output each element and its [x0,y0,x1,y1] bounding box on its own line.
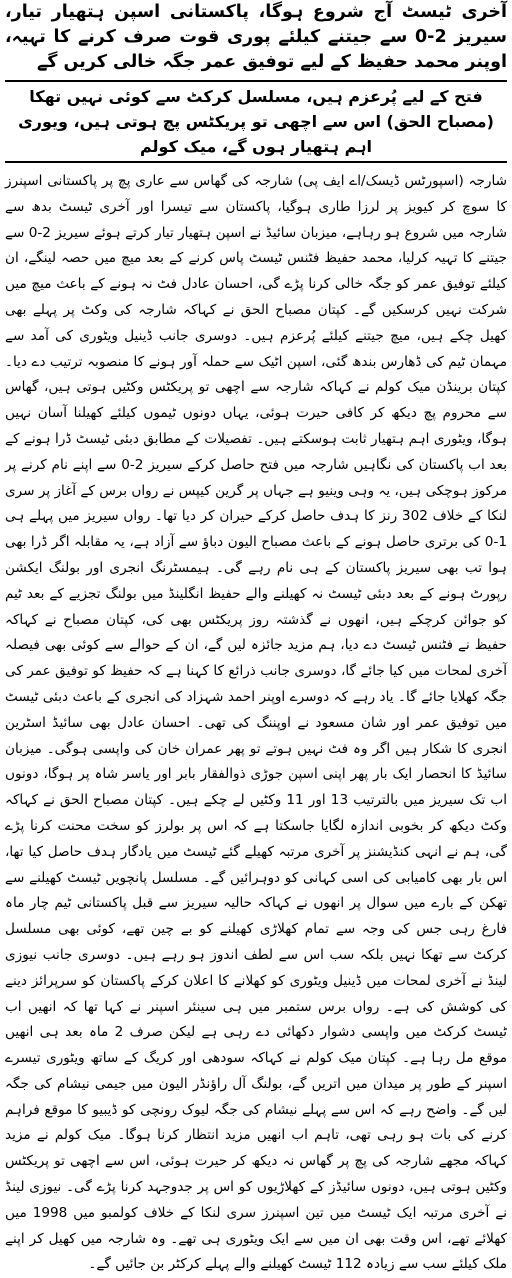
pull-quote-author: میک کولم [139,137,217,156]
article-headline: آخری ٹیسٹ آج شروع ہوگا، پاکستانی اسپن ہتھیار تیار، سیریز 2-0 سے جیتنے کیلئے پوری قوت صرف کرنے کا تہیہ، اوپنر محمد حفیظ کے لیے توفیق عمر جگہ خالی کریں گے [5,2,507,72]
pull-quote-text: فتح کے لیے پُرعزم ہیں، مسلسل کرکٹ سے کوئی نہیں تھکا (مصباح الحق) اس سے اچھی تو پریکٹس پچ ہوتی ہیں، ویوری اہم ہتھیار ہوں گے، [18,87,494,156]
body-paragraph-1: شارجہ (اسپورٹس ڈیسک/اے ایف پی) شارجہ کی گھاس سے عاری پچ پر پاکستانی اسپنرز کا سوچ کر کیویز پر لرزا طاری ہوگیا، پاکستان سے تیسرا اور آخری ٹیسٹ بدھ سے شارجہ میں شروع ہو رہاہے، میزبان سائیڈ نے اسپن ہتھیار تیار کرتے ہوئے سیریز 2-0 سے جیتنے کا تہیہ کرلیا، محمد حفیظ فٹنس ٹیسٹ پاس کرنے کے بعد میچ میں حصہ لینگے، ان کیلئے توفیق عمر کو جگہ خالی کرنا پڑے گی، احسان عادل فٹ نہ ہونے کے باعث میچ میں شرکت نہیں کرسکیں گے۔ کپتان مصباح الحق نے کہاکہ شارجہ کی وکٹ پر پہلے بھی کھیل چکے ہیں، میچ جیتنے کیلئے پُرعزم ہیں۔ دوسری جانب ڈینیل ویٹوری کی آمد سے مہمان ٹیم کی ڈھارس بندھ گئی، اسپن اٹیک سے حملہ آور ہونے کا منصوبہ ترتیب دے دیا۔ کپتان برینڈن میک کولم نے کہاکہ شارجہ سے اچھی تو پریکٹس وکٹیں ہوتی ہیں، گھاس سے محروم پچ دیکھ کر کافی حیرت ہوئی، یہاں دونوں ٹیموں کیلئے کھیلنا آسان نہیں ہوگا، ویٹوری اہم ہتھیار ثابت ہوسکتے ہیں۔ تفصیلات کے مطابق دبئی ٹیسٹ ڈرا ہونے کے بعد اب پاکستان کی نگاہیں شارجہ میں فتح حاصل کرکے سیریز 2-0 سے اپنے نام کرنے پر مرکوز ہوچکی ہیں، یہ وہی وینیو ہے جہاں پر گرین کیپس نے رواں برس کے آغاز پر سری لنکا کے خلاف 302 رنز کا ہدف حاصل کرکے حیران کر دیا تھا۔ رواں سیریز میں پہلے ہی 1-0 کی برتری حاصل ہونے کے باعث مصباح الیون دباؤ سے آزاد ہے، یہ مقابلہ اگر ڈرا بھی ہوا تب بھی سیریز پاکستان کے ہی نام رہے گی۔ [5,173,508,576]
body-paragraph-2: ہیمسٹرنگ انجری اور بولنگ ایکشن رپورٹ ہونے کے بعد دبئی ٹیسٹ نہ کھیلنے والے حفیظ انگلینڈ میں بولنگ تجزیے کے بعد ٹیم کو جوائن کرچکے ہیں، انھوں نے گذشتہ روز پریکٹس بھی کی، کپتان مصباح نے کہاکہ حفیظ نے فٹنس ٹیسٹ دے دیا، ہم مزید جائزہ لیں گے، ان کے حوالے سے کوئی بھی فیصلہ آخری لمحات میں کیا جائے گا، دوسری جانب ذرائع کا کہنا ہے کہ حفیظ کو توفیق عمر کی جگہ کھلایا جائے گا۔ یاد رہے کہ دوسرے اوپنر احمد شہزاد کی انجری کے باعث دبئی ٹیسٹ میں توفیق عمر اور شان مسعود نے اوپننگ کی تھی۔ احسان عادل بھی سائیڈ اسٹرین انجری کا شکار ہیں اگر وہ فٹ نہیں ہوتے تو پھر عمران خان کی واپسی ہوگی۔ میزبان سائیڈ کا انحصار ایک بار پھر اپنی اسپن جوڑی ذوالفقار بابر اور یاسر شاہ پر ہوگا، دونوں اب تک سیریز میں بالترتیب 13 اور 11 وکٹیں لے چکے ہیں۔ کپتان مصباح الحق نے کہاکہ وکٹ دیکھ کر بخوبی اندازہ لگایا جاسکتا ہے کہ اس پر بولرز کو سخت محنت کرنا پڑے گی، ہم نے انہی کنڈیشنز پر آخری مرتبہ کھیلے گئے ٹیسٹ میں یادگار ہدف حاصل کیا تھا، اس بار بھی کامیابی کی اسی کہانی کو دوہرائیں گے۔ مسلسل پانچویں ٹیسٹ کھیلنے سے تھکن کے بارے میں سوال پر انھوں نے کہاکہ حالیہ سیریز سے قبل پاکستانی ٹیم چار ماہ فارغ رہی جس کی وجہ سے تمام کھلاڑی کھیلنے کو بے چین تھے، کوئی بھی مسلسل کرکٹ سے تھکا نہیں بلکہ سب اس سے لطف اندوز ہو رہے ہیں۔ دوسری جانب نیوزی لینڈ نے آخری لمحات میں ڈینیل ویٹوری کو کھلانے کا اعلان کرکے پاکستان کو سرپرائز دینے کی کوشش کی ہے۔ رواں برس ستمبر میں ہی سینئر اسپنر نے کہا تھا کہ انھیں اب ٹیسٹ کرکٹ میں واپسی دشوار دکھائی دے رہی ہے لیکن صرف 2 ماہ بعد ہی انھیں موقع مل رہا ہے۔ کپتان میک کولم نے کہاکہ سودھی اور کریگ کے ساتھ ویٹوری تیسرے اسپنر کے طور پر میدان میں اتریں گے، بولنگ آل راؤنڈر الیون میں جیمی نیشام کی جگہ لیں گے۔ واضح رہے کہ اس سے پہلے نیشام کی جگہ لیوک رونچی کو ڈیبیو کا موقع فراہم کرنے کی بات ہو رہی تھی، تاہم اب انھیں مزید انتظار کرنا ہوگا۔ میک کولم نے مزید کہاکہ مجھے شارجہ کی پچ پر گھاس نہ دیکھ کر حیرت ہوئی، اس سے اچھی تو پریکٹس وکٹیں ہوتی ہیں، دونوں سائیڈز کے کھلاڑیوں کو اس پر جدوجہد کرنا پڑے گی۔ نیوزی لینڈ نے آخری مرتبہ ایک ٹیسٹ میں تین اسپنرز سری لنکا کے خلاف کولمبو میں 1998 میں کھلائے تھے، اس وقت بھی ان میں سے ایک ویٹوری ہی تھے۔ وہ شارجہ میں کھیل کر اپنے ملک کیلئے سب سے زیادہ 112 ٹیسٹ کھیلنے والے پہلے کرکٹر بن جائیں گے۔ [5,559,507,1273]
article-body [5,169,507,1278]
pull-quote-box [5,80,507,163]
